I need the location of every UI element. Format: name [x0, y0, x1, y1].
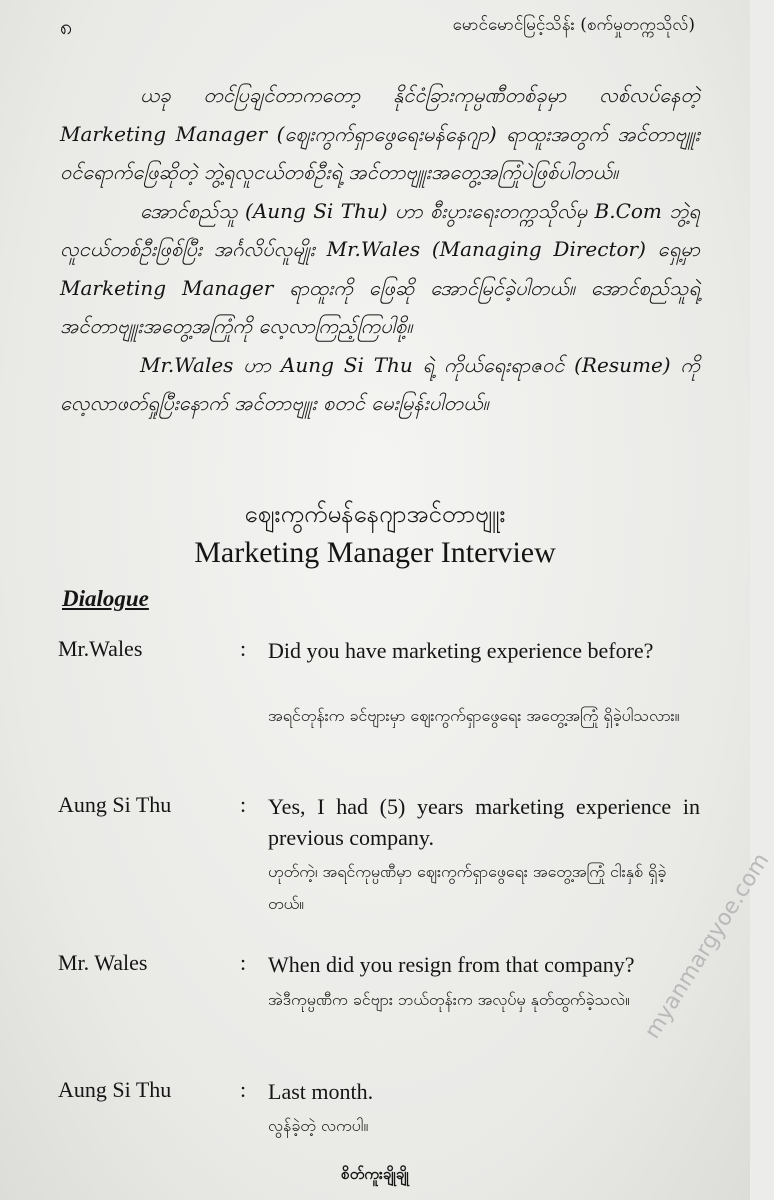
section-title-english: Marketing Manager Interview — [194, 536, 556, 569]
dialogue-burmese-line: အရင်တုန်းက ခင်ဗျားမှာ ဈေးကွက်ရှာဖွေရေး အတွေ့အကြုံ ရှိခဲ့ပါသလား။ — [268, 706, 680, 725]
section-title-burmese: ဈေးကွက်မန်နေဂျာအင်တာဗျူး — [244, 500, 506, 528]
dialogue-heading: Dialogue — [62, 586, 149, 611]
dialogue-english-line: When did you resign from that company? — [268, 952, 635, 977]
intro-text — [60, 76, 700, 423]
dialogue-english-line: Yes, I had (5) years marketing experience in previous company. — [268, 794, 700, 850]
dialogue-english-line: Last month. — [268, 1079, 374, 1104]
intro-paragraph: ယခု တင်ပြချင်တာကတော့ နိုင်ငံခြားကုမ္ပဏီတစ်ခုမှာ လစ်လပ်နေတဲ့ Marketing Manager (ဈေးကွက်ရှာဖွေရေးမန်နေဂျာ) ရာထူးအတွက် အင်တာဗျူး ဝင်ရောက်ဖြေဆိုတဲ့ ဘွဲ့ရလူငယ်တစ်ဦးရဲ့ အင်တာဗျူးအတွေ့အကြုံပဲဖြစ်ပါတယ်။ — [60, 83, 700, 184]
running-title: မောင်မောင်မြင့်သိန်း (စက်မှုတက္ကသိုလ်) — [452, 15, 695, 35]
speaker-colon: : — [240, 792, 247, 817]
intro-paragraph: Mr.Wales ဟာ Aung Si Thu ရဲ့ ကိုယ်ရေးရာဇဝင် (Resume) ကို လေ့လာဖတ်ရှုပြီးနောက် အင်တာဗျူး စတင် မေးမြန်းပါတယ်။ — [60, 352, 700, 415]
speaker-colon: : — [240, 636, 247, 661]
speaker-name: Mr.Wales — [58, 636, 143, 661]
dialogue-burmese-line: ဟုတ်ကဲ့၊ အရင်ကုမ္ပဏီမှာ ဈေးကွက်ရှာဖွေရေး အတွေ့အကြုံ ငါးနှစ် ရှိခဲ့တယ်။ — [268, 862, 667, 913]
speaker-name: Aung Si Thu — [58, 1077, 172, 1102]
speaker-colon: : — [240, 950, 247, 975]
page-footer: စိတ်ကူးချိုချို — [341, 1165, 409, 1183]
speaker-colon: : — [240, 1077, 247, 1102]
dialogue-burmese-line: အဲဒီကုမ္ပဏီက ခင်ဗျား ဘယ်တုန်းက အလုပ်မှ နုတ်ထွက်ခဲ့သလဲ။ — [268, 990, 630, 1009]
speaker-name: Mr. Wales — [58, 950, 148, 975]
site-watermark: myanmargyoe.com — [640, 849, 774, 1044]
speaker-name: Aung Si Thu — [58, 792, 172, 817]
dialogue-english-line: Did you have marketing experience before? — [268, 638, 654, 663]
intro-paragraph: အောင်စည်သူ (Aung Si Thu) ဟာ စီးပွားရေးတက္ကသိုလ်မှ B.Com ဘွဲ့ရ လူငယ်တစ်ဦးဖြစ်ပြီး အင်္ဂလိပ်လူမျိုး Mr.Wales (Managing Director) ရှေ့မှာ Marketing Manager ရာထူးကို ဖြေဆို အောင်မြင်ခဲ့ပါတယ်။ အောင်စည်သူရဲ့ အင်တာဗျူးအတွေ့အကြုံကို လေ့လာကြည့်ကြပါစို့။ — [60, 198, 700, 338]
page-header — [60, 8, 695, 48]
page-number: ၈ — [60, 15, 73, 40]
dialogue-burmese-line: လွန်ခဲ့တဲ့ လကပါ။ — [268, 1116, 369, 1135]
